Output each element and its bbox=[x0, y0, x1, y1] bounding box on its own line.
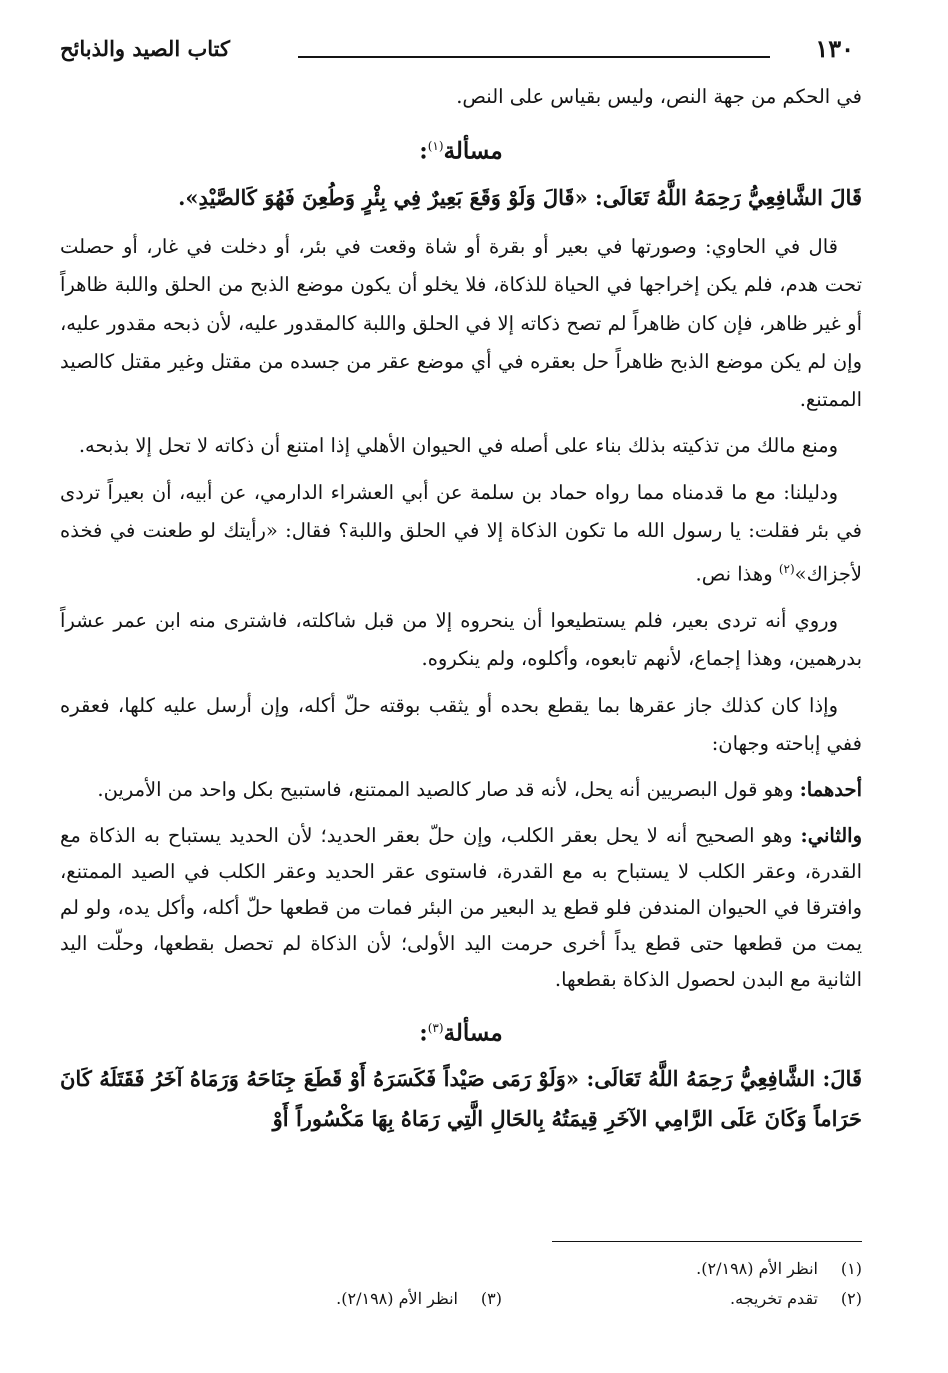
paragraph-two-views: وإذا كان كذلك جاز عقرها بما يقطع بحده أو يثقب بوقته حلّ أكله، وإن أرسل عليه كلها، فعقره ففي إباحته وجهان: bbox=[60, 693, 862, 756]
first-view-text: وهو قول البصريين أنه يحل، لأنه قد صار كالصيد الممتنع، فاستبيح بكل واحد من الأمرين. bbox=[97, 778, 800, 802]
heading-text: مسألة bbox=[443, 1019, 503, 1047]
header-rule bbox=[298, 56, 770, 58]
footnote-ref-3: (٣) bbox=[427, 1020, 444, 1035]
footnote-text: تقدم تخريجه. bbox=[730, 1289, 818, 1308]
paragraph-second-view bbox=[60, 818, 862, 998]
footnote-2 bbox=[730, 1284, 862, 1314]
footnote-1 bbox=[696, 1254, 862, 1284]
second-view-label: والثاني: bbox=[800, 823, 862, 847]
footnote-number: (٣) bbox=[480, 1289, 502, 1308]
footnote-separator bbox=[552, 1241, 862, 1242]
shafii-quote-1: قَالَ الشَّافِعِيُّ رَحِمَهُ اللَّهُ تَعَالَى: «قَالَ وَلَوْ وَقَعَ بَعِيرٌ فِي بِئْرٍ وَطُعِنَ فَهُوَ كَالصَّيْدِ». bbox=[178, 184, 862, 210]
paragraph-hawi: قال في الحاوي: وصورتها في بعير أو بقرة أو شاة وقعت في بئر، أو دخلت في غار، أو حصلت تحت هدم، فلم يكن إخراجها في الحياة للذكاة، فلا يخلو أن يكون موضع الذبح من الحلق واللبة ظاهراً أو غير ظاهر، فإن كان ظاهراً لم تصح ذكاته إلا في الحلق واللبة كالمقدور عليه، لأن ذبحه مقدور عليه، وإن لم يكن موضع الذبح ظاهراً حل بعقره في أي موضع عقر من جسده من مقتل وغير مقتل كالصيد الممتنع. bbox=[60, 234, 862, 412]
section-heading-1 bbox=[60, 124, 862, 174]
footnote-row-1 bbox=[60, 1254, 862, 1284]
evidence-end: وهذا نص. bbox=[695, 562, 779, 586]
evidence-text: ودليلنا: مع ما قدمناه مما رواه حماد بن سلمة عن أبي العشراء الدارمي، عن أبيه، أن بعيراً تردى في بئر فقلت: يا رسول الله ما تكون الذكاة إلا في الحلق واللبة؟ فقال: «رأيتك لو طعنت في فخذه لأجزاك» bbox=[60, 480, 862, 586]
page-header bbox=[60, 30, 862, 70]
heading-colon: : bbox=[419, 1019, 428, 1047]
footnotes bbox=[60, 1254, 862, 1314]
footnote-ref-1: (١) bbox=[427, 139, 444, 154]
paragraph-evidence bbox=[60, 474, 862, 594]
page-number: ١٣٠ bbox=[815, 34, 854, 63]
paragraph-ibn-umar: وروي أنه تردى بعير، فلم يستطيعوا أن ينحروه إلا من قبل شاكلته، فاشترى منه ابن عمر عشراً بدرهمين، وهذا إجماع، لأنهم تابعوه، وأكلوه، ولم ينكروه. bbox=[60, 609, 862, 671]
footnote-row-2 bbox=[60, 1284, 862, 1314]
footnote-ref-2: (٢) bbox=[778, 562, 795, 577]
book-page bbox=[60, 0, 862, 1373]
first-view-label: أحدهما: bbox=[799, 778, 862, 802]
shafii-quote-2: قَالَ: الشَّافِعِيُّ رَحِمَهُ اللَّهُ تَعَالَى: «وَلَوْ رَمَى صَيْداً فَكَسَرَهُ أَوْ قَطَعَ جِنَاحَهُ وَرَمَاهُ آخَرُ فَقَتَلَهُ كَانَ حَرَاماً وَكَانَ عَلَى الرَّامِي الآخَرِ قِيمَتُهُ بِالحَالِ الَّتِي رَمَاهُ بِهَا مَكْسُوراً أَوْ bbox=[60, 1066, 862, 1132]
footnote-3 bbox=[336, 1284, 502, 1314]
footnote-text: انظر الأم (٢/١٩٨). bbox=[336, 1289, 458, 1308]
second-view-text: وهو الصحيح أنه لا يحل بعقر الكلب، وإن حلّ بعقر الحديد؛ لأن الحديد يستباح به الذكاة مع القدرة، وعقر الكلب لا يستباح به مع القدرة، فاستوى عقر الحديد وعقر الكلب في الصيد الممتنع، وافترقا في الحيوان المندفن فلو قطع يد البعير من البئر فمات من قطعها حلّ أكله، وأكل يده، ولو لم يمت من قطعها حتى قطع يداً أخرى حرمت اليد الأولى؛ لأن الذكاة لم تحصل بقطعها، وحلّت اليد الثانية مع البدن لحصول الذكاة بقطعها. bbox=[60, 823, 862, 991]
heading-text: مسألة bbox=[443, 137, 503, 165]
main-text bbox=[60, 78, 862, 1149]
section-heading-2 bbox=[60, 1006, 862, 1056]
paragraph-continuation: في الحكم من جهة النص، وليس بقياس على النص. bbox=[456, 85, 862, 108]
heading-colon: : bbox=[419, 137, 428, 165]
running-title: كتاب الصيد والذبائح bbox=[60, 36, 230, 61]
paragraph-malik: ومنع مالك من تذكيته بذلك بناء على أصله في الحيوان الأهلي إذا امتنع أن ذكاته لا تحل إلا بذبحه. bbox=[78, 434, 838, 458]
footnote-number: (١) bbox=[840, 1259, 862, 1278]
footnote-number: (٢) bbox=[840, 1289, 862, 1308]
footnote-text: انظر الأم (٢/١٩٨). bbox=[696, 1259, 818, 1278]
paragraph-first-view bbox=[60, 771, 862, 809]
